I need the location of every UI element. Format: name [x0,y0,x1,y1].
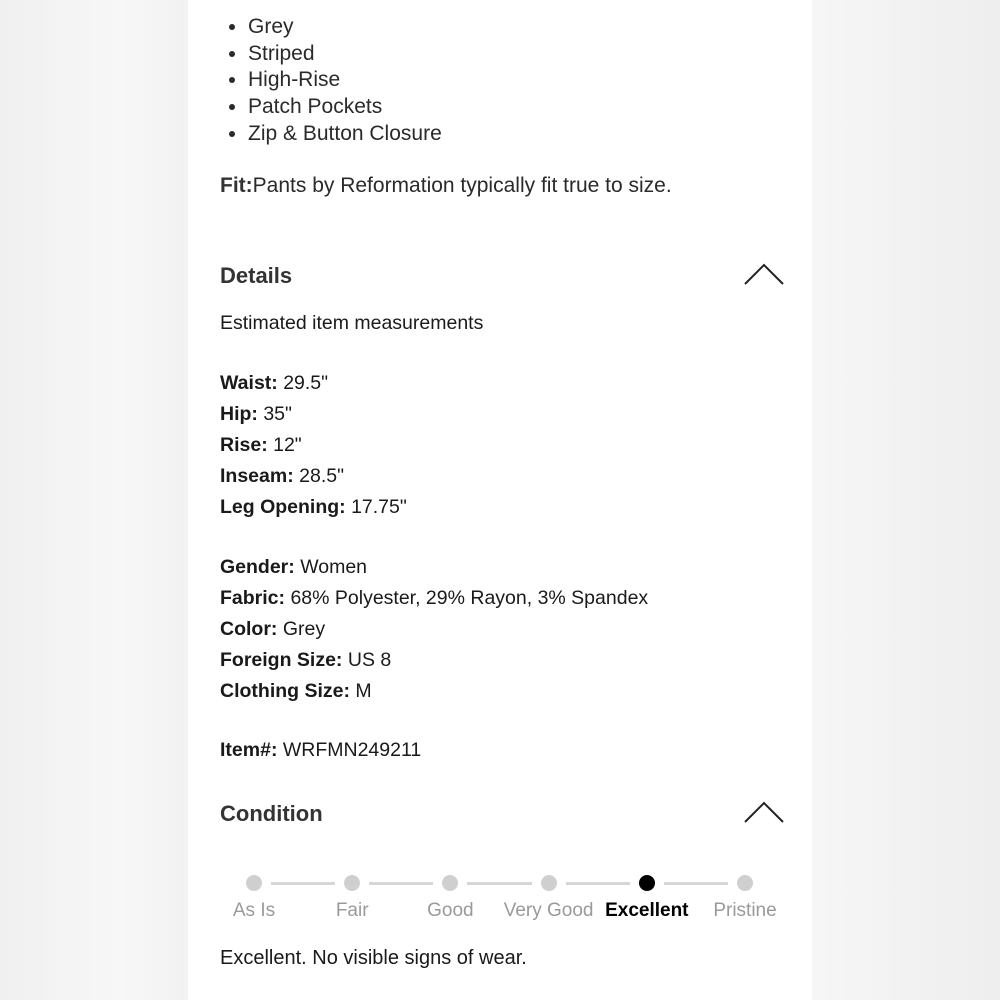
chevron-up-icon[interactable] [744,262,784,286]
condition-label: Excellent [605,900,689,921]
condition-connector [566,882,630,885]
spec-label: Rise: [220,434,268,456]
attribute-label: Foreign Size: [220,649,343,671]
spec-row [220,434,302,457]
spec-value: 17.75" [351,496,407,518]
fit-label: Fit: [220,174,253,197]
spec-label: Leg Opening: [220,496,346,518]
spec-value: 29.5" [283,372,329,394]
spec-value: 28.5" [299,465,344,487]
attribute-value: M [355,680,372,702]
condition-connector [271,882,335,885]
condition-dot-as-is [246,875,262,891]
condition-label: Good [427,900,474,921]
condition-label: As Is [232,900,276,921]
attribute-row [220,587,648,610]
feature-item: • Zip & Button Closure [248,121,442,148]
measurements-subtitle: Estimated item measurements [220,312,484,334]
condition-label: Fair [335,900,369,921]
spec-row [220,403,292,426]
attribute-row [220,649,391,672]
condition-connector [369,882,433,885]
product-info-panel [188,0,812,1000]
spec-label: Hip: [220,403,258,425]
spec-row [220,465,344,488]
condition-section-title[interactable]: Condition [220,801,323,826]
item-number-row [220,739,421,762]
fit-note [220,174,672,198]
condition-label: Very Good [503,900,594,921]
spec-value: 12" [273,434,302,456]
attribute-label: Clothing Size: [220,680,350,702]
attribute-row [220,618,325,641]
condition-dot-pristine [737,875,753,891]
spec-label: Waist: [220,372,278,394]
condition-label: Pristine [713,900,777,921]
condition-dot-very-good [541,875,557,891]
condition-dot-good [442,875,458,891]
feature-item: • Patch Pockets [248,94,442,121]
spec-value: 35" [263,403,292,425]
condition-connector [664,882,728,885]
item-number-value: WRFMN249211 [282,739,422,761]
attribute-value: 68% Polyester, 29% Rayon, 3% Spandex [290,587,649,609]
condition-description: Excellent. No visible signs of wear. [220,947,527,969]
attribute-value: US 8 [347,649,392,671]
chevron-up-icon[interactable] [744,800,784,824]
details-section-title[interactable]: Details [220,263,293,288]
condition-connector [467,882,531,885]
condition-scale [188,868,812,928]
spec-label: Inseam: [220,465,294,487]
attribute-row [220,680,372,703]
feature-list [220,14,442,148]
attribute-value: Grey [282,618,326,640]
attribute-row [220,556,367,579]
feature-item: • Grey [248,14,442,41]
attribute-label: Gender: [220,556,295,578]
spec-row [220,496,407,519]
feature-item: • High-Rise [248,67,442,94]
attribute-label: Color: [220,618,278,640]
spec-row [220,372,328,395]
fit-text: Pants by Reformation typically fit true to size. [252,174,672,197]
condition-dot-excellent [639,875,655,891]
attribute-label: Fabric: [220,587,286,609]
item-number-label: Item#: [220,739,278,761]
feature-item: • Striped [248,41,442,68]
attribute-value: Women [300,556,368,578]
condition-dot-fair [344,875,360,891]
